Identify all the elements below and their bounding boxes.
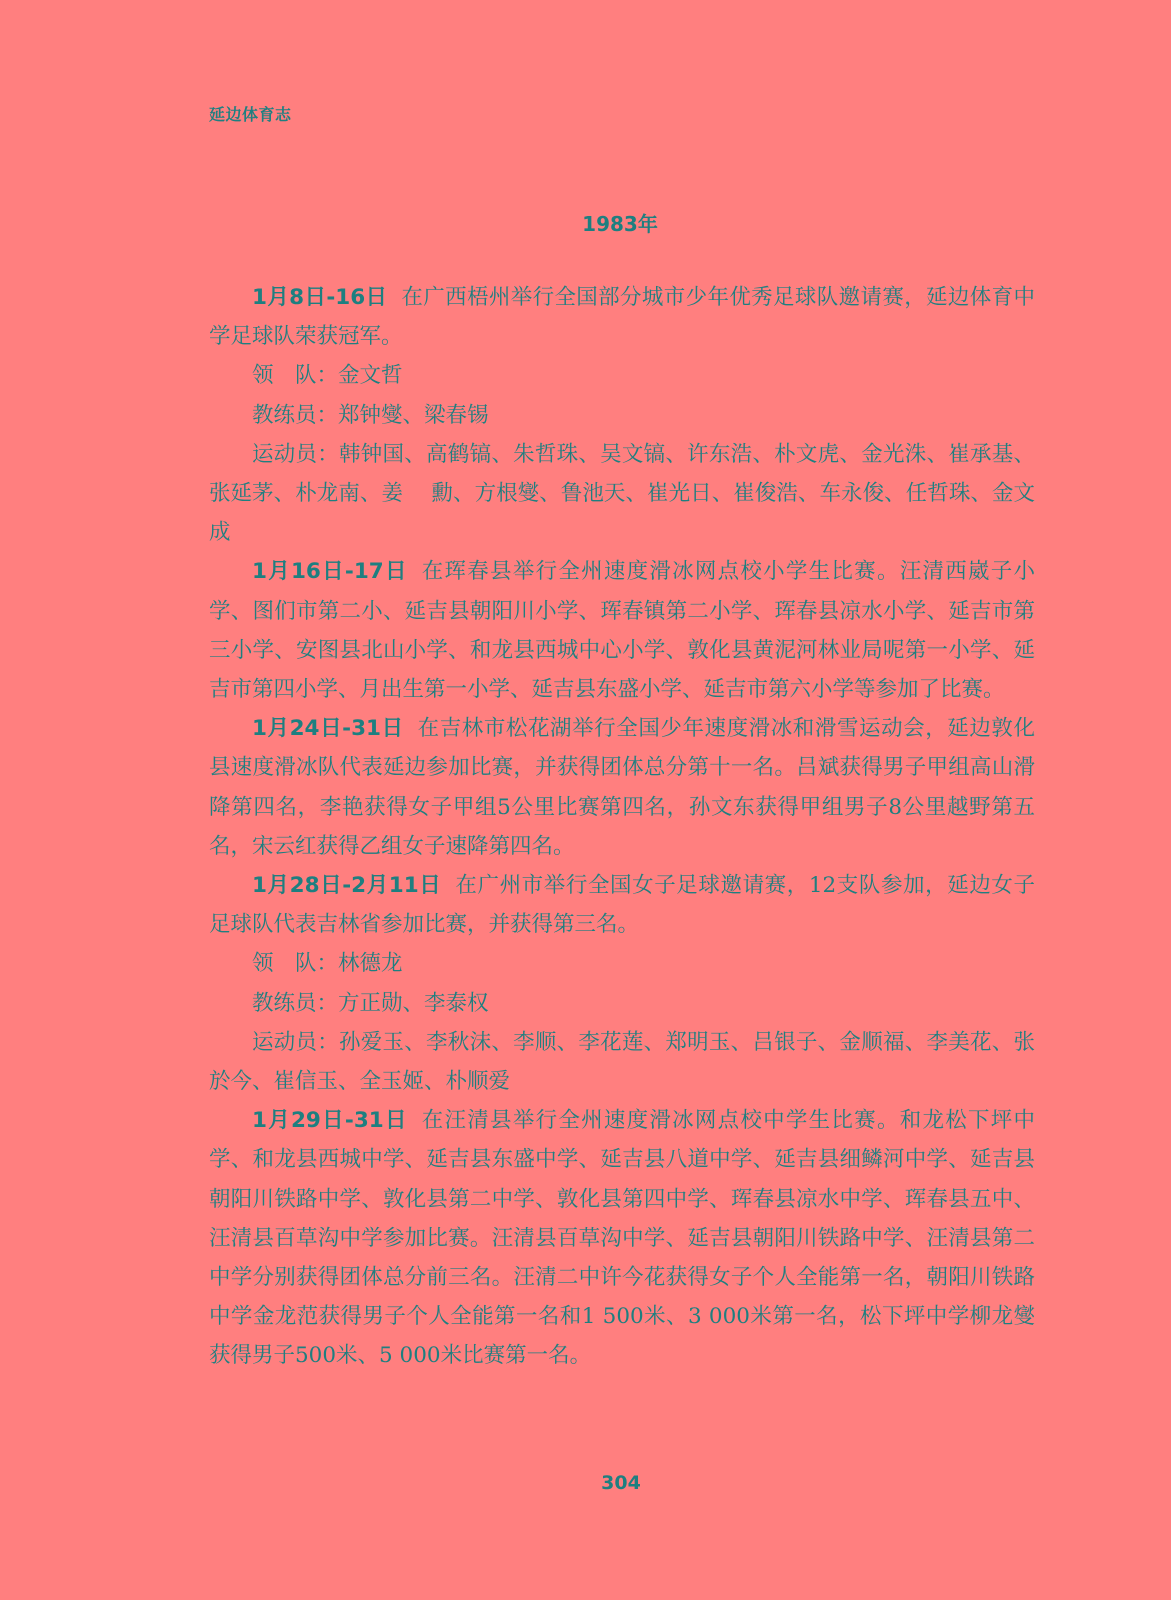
entry-date: 1月28日-2月11日: [252, 873, 442, 899]
entry-date: 1月16日-17日: [252, 559, 408, 585]
entry-date: 1月24日-31日: [252, 716, 404, 742]
entry-date: 1月8日-16日: [252, 285, 388, 310]
entry-paragraph: [209, 709, 1035, 866]
entry-text: 在广西梧州举行全国部分城市少年优秀足球队邀请赛，延边体育中学足球队荣获冠军。: [209, 285, 1035, 350]
entry-paragraph: [209, 1101, 1035, 1375]
entry-text: 在广州市举行全国女子足球邀请赛，12支队参加，延边女子足球队代表吉林省参加比赛，并获得第三名。: [209, 873, 1035, 938]
athletes-line: 运动员：孙爱玉、李秋沫、李顺、李花莲、郑明玉、吕银子、金顺福、李美花、张於今、崔信玉、全玉姬、朴顺爱: [209, 1029, 1035, 1095]
entry-date: 1月29日-31日: [252, 1108, 408, 1134]
entry-text: 在汪清县举行全州速度滑冰网点校中学生比赛。和龙松下坪中学、和龙县西城中学、延吉县东盛中学、延吉县八道中学、延吉县细鳞河中学、延吉县朝阳川铁路中学、敦化县第二中学、敦化县第四中学、珲春县凉水中学、珲春县五中、汪清县百草沟中学参加比赛。汪清县百草沟中学、延吉县朝阳川铁路中学、汪清县第二中学分别获得团体总分前三名。汪清二中许今花获得女子个人全能第一名，朝阳川铁路中学金龙范获得男子个人全能第一名和1 500米、3 000米第一名，松下坪中学柳龙燮获得男子500米、5 000米比赛第一名。: [209, 1108, 1035, 1369]
running-header: 延边体育志: [209, 105, 292, 124]
entry-paragraph: [209, 552, 1035, 709]
body-text: [209, 278, 1035, 1376]
athletes-line: 运动员：韩钟国、高鹤镐、朱哲珠、吴文镐、许东浩、朴文虎、金光洙、崔承基、张延茅、朴龙南、姜 勳、方根燮、鲁池天、崔光日、崔俊浩、车永俊、任哲珠、金文成: [209, 441, 1035, 546]
entry-paragraph: [209, 866, 1035, 944]
team-leader-line: 领 队：金文哲: [252, 363, 403, 389]
entry-text: 在吉林市松花湖举行全国少年速度滑冰和滑雪运动会，延边敦化县速度滑冰队代表延边参加比赛，并获得团体总分第十一名。吕斌获得男子甲组高山滑降第四名，李艳获得女子甲组5公里比赛第四名，孙文东获得甲组男子8公里越野第五名，宋云红获得乙组女子速降第四名。: [209, 716, 1035, 859]
entry-paragraph: [209, 278, 1035, 356]
page-number: 304: [601, 1472, 641, 1494]
entry-text: 在珲春县举行全州速度滑冰网点校小学生比赛。汪清西崴子小学、图们市第二小、延吉县朝阳川小学、珲春镇第二小学、珲春县凉水小学、延吉市第三小学、安图县北山小学、和龙县西城中心小学、敦化县黄泥河林业局呢第一小学、延吉市第四小学、月出生第一小学、延吉县东盛小学、延吉市第六小学等参加了比赛。: [209, 559, 1035, 703]
coaches-line: 教练员：方正勋、李泰权: [252, 990, 489, 1016]
team-leader-line: 领 队：林德龙: [252, 951, 403, 977]
year-heading: 1983年: [582, 212, 658, 236]
coaches-line: 教练员：郑钟燮、梁春锡: [252, 402, 489, 428]
